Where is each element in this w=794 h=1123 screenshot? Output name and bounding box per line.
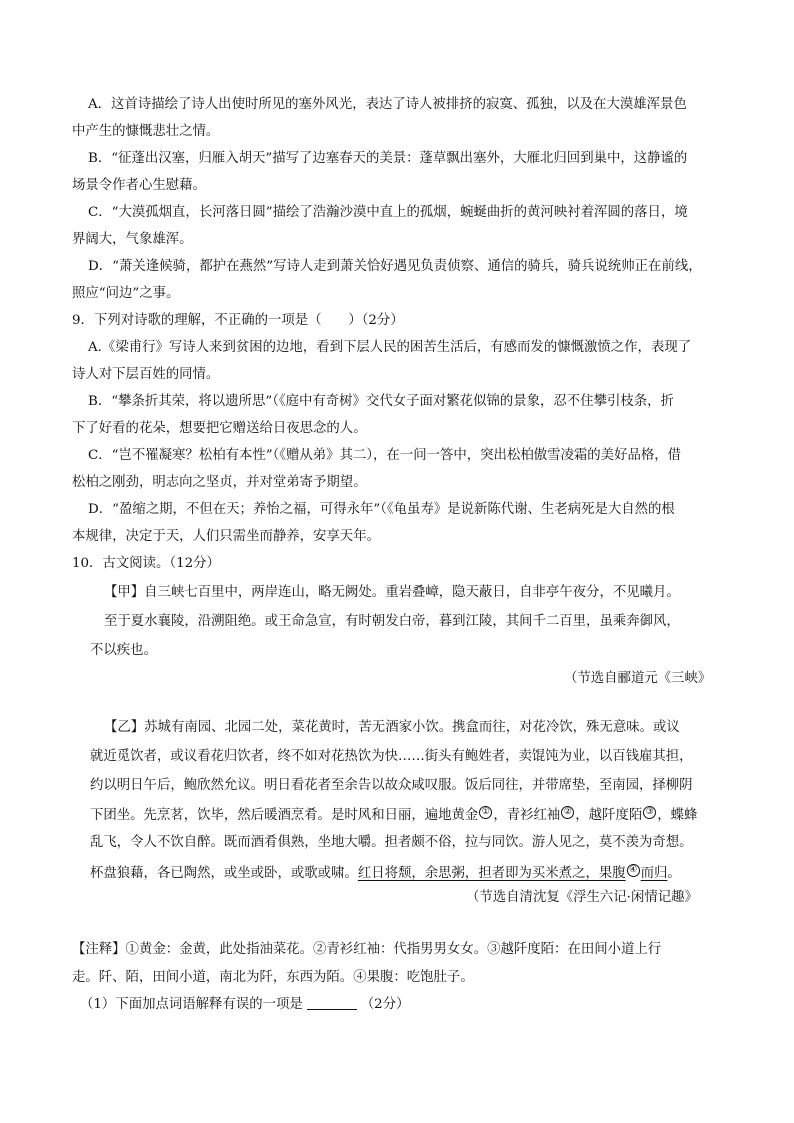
underlined-sentence [358,866,668,881]
annotation-mark-4: ④ [627,864,640,877]
q8-option-c-line2: 界阔大，气象雄浑。 [72,232,193,247]
annotation-mark-1: ① [479,806,492,819]
q8-option-d-line2: 照应“问边”之事。 [72,286,180,301]
q9-option-d-line2: 本规律，决定于天，人们只需坐而静养，安享天年。 [72,529,380,544]
passage-yi-line3: 约以明日午后，鲍欣然允议。明日看花者至余告以故众咸叹服。饭后同往，并带席垫，至南园，择柳阴 [90,778,693,793]
annotation-mark-3: ③ [643,806,656,819]
answer-blank[interactable] [307,997,357,1010]
yi-line4-text-d: ，蝶蜂 [657,808,698,823]
underlined-sentence-end: 而归 [640,866,668,881]
yi-line4-text-c: ，越阡度陌 [575,808,643,823]
q9-option-a-line1: A.《梁甫行》写诗人来到贫困的边地，看到下层人民的困苦生活后，有感而发的慷慨激愤之作，表现了 [88,340,692,355]
passage-yi-source: （节选自清沈复《浮生六记·闲情记趣》 [466,890,698,905]
q10-stem: 10．古文阅读。（12分） [72,556,220,571]
notes-line2: 走。阡、陌，田间小道，南北为阡，东西为陌。④果腹：吃饱肚子。 [72,970,474,985]
q9-option-a-line2: 诗人对下层百姓的同情。 [72,367,220,382]
passage-yi-line5: 乱飞，令人不饮自醉。既而酒肴俱熟，坐地大嚼。担者颇不俗，拉与同饮。游人见之，莫不羡为奇想。 [90,835,693,850]
q9-option-d-line1: D．“盈缩之期，不但在天；养怡之福，可得永年”（《龟虽寿》是说新陈代谢、生老病死是大自然的根 [88,502,675,517]
passage-yi-line1: 【乙】苏城有南园、北园二处，菜花黄时，苦无酒家小饮。携盒而往，对花冷饮，殊无意味。或议 [104,720,680,735]
q8-option-a-line1: A．这首诗描绘了诗人出使时所见的塞外风光，表达了诗人被排挤的寂寞、孤独，以及在大漠雄浑景色 [88,97,687,112]
q9-option-b-line1: B．“攀条折其荣，将以遗所思”（《庭中有奇树》交代女子面对繁花似锦的景象，忍不住攀引枝条，折 [88,394,674,409]
q8-option-b-line2: 场景令作者心生慰藉。 [72,178,206,193]
annotation-mark-2: ② [561,806,574,819]
passage-jia-line1: 【甲】自三峡七百里中，两岸连山，略无阙处。重岩叠嶂，隐天蔽日，自非亭午夜分，不见曦月。 [104,585,680,600]
yi-line6-period: 。 [667,866,681,881]
passage-jia-source: （节选自郦道元《三峡》 [564,671,712,686]
underlined-sentence-text: 红日将颓，余思粥，担者即为买米煮之，果腹 [357,866,626,881]
sub-question-1 [80,997,409,1013]
q8-option-d-line1: D．“萧关逢候骑，都护在燕然”写诗人走到萧关恰好遇见负责侦察、通信的骑兵，骑兵说统帅正在前线， [88,259,702,274]
passage-jia-line3: 不以疾也。 [90,643,157,658]
q9-option-c-line2: 松柏之刚劲，明志向之坚贞，并对堂弟寄予期望。 [72,475,367,490]
yi-line6-text-a: 杯盘狼藉，各已陶然，或坐或卧，或歌或啸。 [90,866,358,881]
sub-question-1-text: （1）下面加点词语解释有误的一项是 [80,997,303,1012]
q8-option-c-line1: C．“大漠孤烟直，长河落日圆”描绘了浩瀚沙漠中直上的孤烟，蜿蜒曲折的黄河映衬着浑圆的落日，境 [88,205,688,220]
yi-line4-text-b: ，青衫红袖 [493,808,561,823]
q8-option-a-line2: 中产生的慷慨悲壮之情。 [72,124,220,139]
q8-option-b-line1: B．“征蓬出汉塞，归雁入胡天”描写了边塞春天的美景：蓬草飘出塞外，大雁北归回到巢中，这静谧的 [88,151,688,166]
q9-stem: 9．下列对诗歌的理解，不正确的一项是（ ）（2分） [72,313,404,328]
passage-jia-line2: 至于夏水襄陵，沿溯阻绝。或王命急宣，有时朝发白帝，暮到江陵，其间千二百里，虽乘奔御风， [104,614,680,629]
q9-option-b-line2: 下了好看的花朵，想要把它赠送给日夜思念的人。 [72,421,367,436]
notes-line1: 【注释】①黄金：金黄，此处指油菜花。②青衫红袖：代指男男女女。③越阡度陌：在田间小道上行 [72,942,662,957]
yi-line4-text-a: 下团坐。先烹茗，饮毕，然后暖酒烹肴。是时风和日丽，遍地黄金 [90,808,479,823]
passage-yi-line4 [90,806,697,824]
passage-yi-line6 [90,864,681,882]
sub-question-1-score: （2分） [360,997,410,1012]
passage-yi-line2: 就近觅饮者，或议看花归饮者，终不如对花热饮为快……街头有鲍姓者，卖馄饨为业，以百钱雇其担， [90,749,693,764]
q9-option-c-line1: C．“岂不罹凝寒？松柏有本性”（《赠从弟》其二），在一问一答中，突出松柏傲雪凌霜的美好品格，借 [88,448,682,463]
